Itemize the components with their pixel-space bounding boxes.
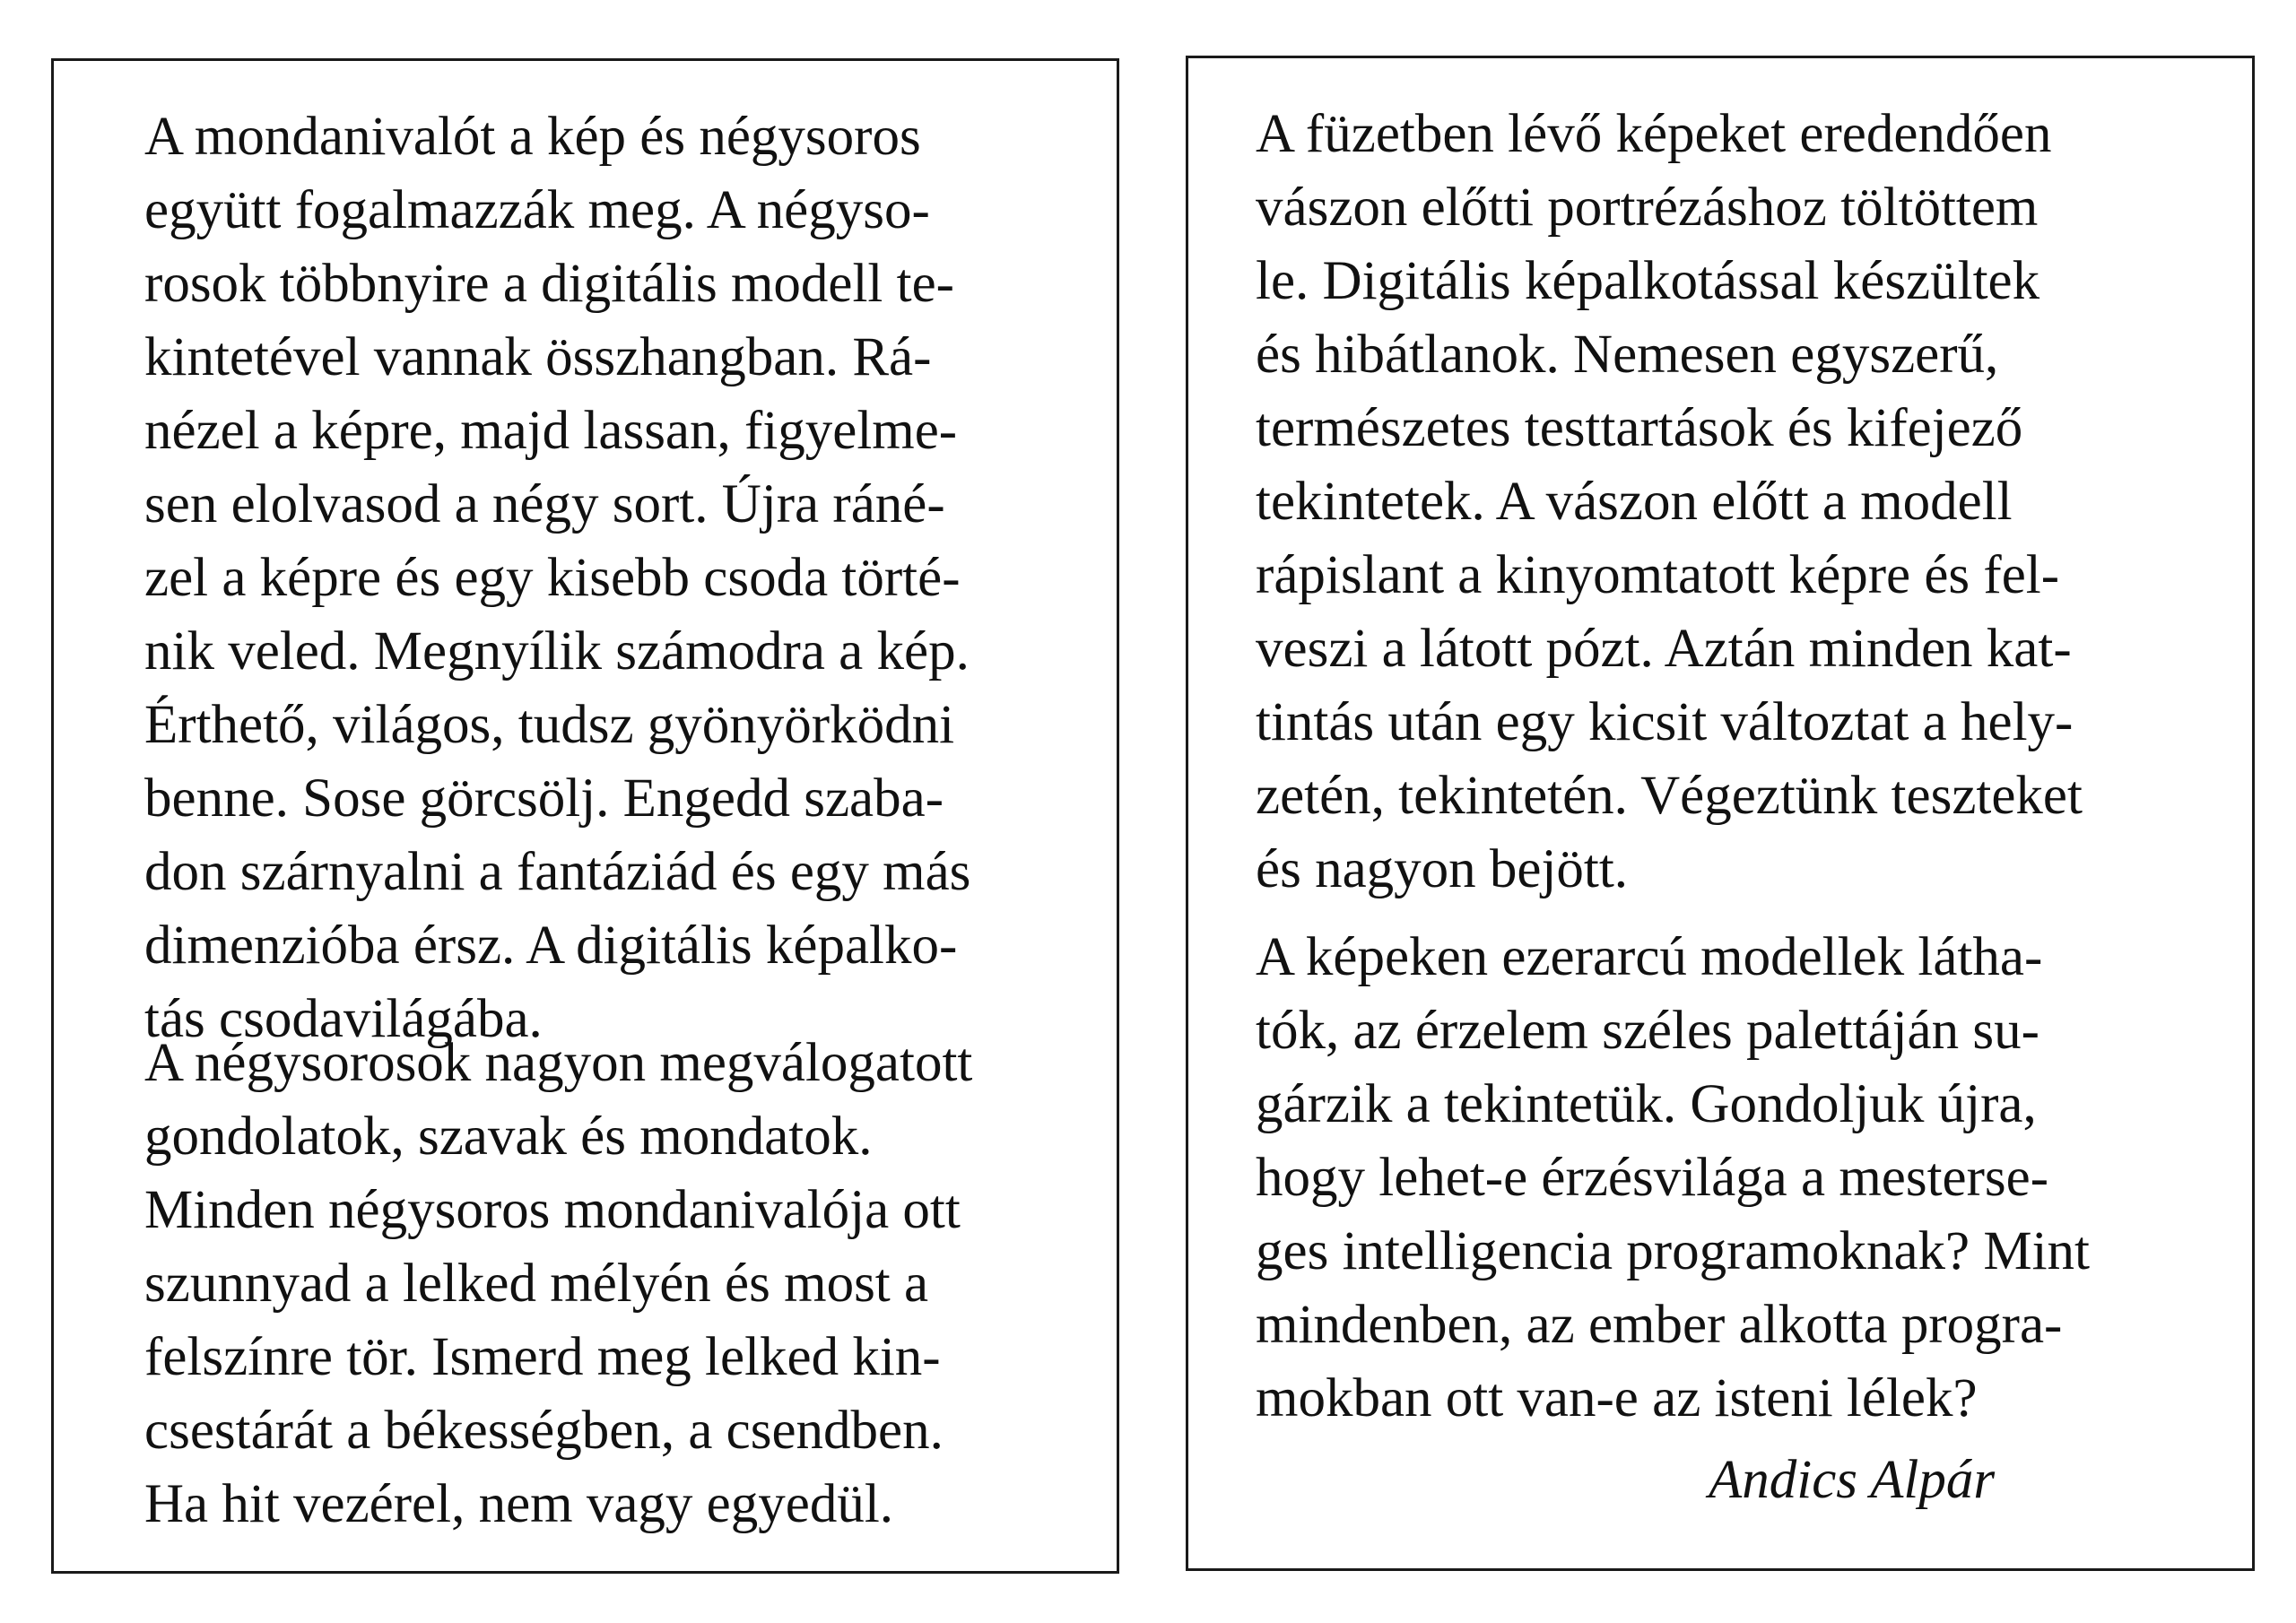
- text-line: Ha hit vezérel, nem vagy egyedül.: [144, 1474, 894, 1534]
- text-line: tás csodavilágába.: [144, 989, 543, 1049]
- text-line: A képeken ezerarcú modellek látha-: [1256, 927, 2043, 987]
- text-line: veszi a látott pózt. Aztán minden kat-: [1256, 619, 2072, 679]
- text-line: kintetével vannak összhangban. Rá-: [144, 327, 932, 387]
- text-line: Minden négysoros mondanivalója ott: [144, 1180, 961, 1240]
- text-line: és hibátlanok. Nemesen egyszerű,: [1256, 325, 1999, 385]
- text-line: zel a képre és egy kisebb csoda törté-: [144, 548, 961, 608]
- text-line: le. Digitális képalkotással készültek: [1256, 251, 2040, 311]
- text-line: Érthető, világos, tudsz gyönyörködni: [144, 695, 955, 755]
- text-line: rápislant a kinyomtatott képre és fel-: [1256, 545, 2060, 605]
- text-line: felszínre tör. Ismerd meg lelked kin-: [144, 1327, 941, 1387]
- text-line: és nagyon bejött.: [1256, 839, 1629, 899]
- text-line: gondolatok, szavak és mondatok.: [144, 1107, 873, 1167]
- text-line: gárzik a tekintetük. Gondoljuk újra,: [1256, 1074, 2037, 1134]
- text-line: tók, az érzelem széles palettáján su-: [1256, 1001, 2039, 1061]
- author-signature: Andics Alpár: [1709, 1450, 1996, 1510]
- text-line: benne. Sose görcsölj. Engedd szaba-: [144, 768, 944, 829]
- left-paragraph-1: [144, 100, 970, 1056]
- text-line: rosok többnyire a digitális modell te-: [144, 254, 954, 314]
- text-line: don szárnyalni a fantáziád és egy más: [144, 842, 971, 902]
- text-line: sen elolvasod a négy sort. Újra ráné-: [144, 474, 945, 534]
- text-line: tintás után egy kicsit változtat a hely-: [1256, 692, 2074, 752]
- text-line: dimenzióba érsz. A digitális képalko-: [144, 916, 958, 976]
- text-line: A füzetben lévő képeket eredendően: [1256, 104, 2052, 164]
- text-line: vászon előtti portrézáshoz töltöttem: [1256, 178, 2039, 238]
- right-page: [1186, 56, 2255, 1571]
- text-line: ges intelligencia programoknak? Mint: [1256, 1221, 2090, 1281]
- text-line: mokban ott van-e az isteni lélek?: [1256, 1368, 1978, 1428]
- left-page: [51, 58, 1119, 1574]
- text-line: tekintetek. A vászon előtt a modell: [1256, 472, 2013, 532]
- right-paragraph-2: [1256, 921, 2090, 1436]
- text-line: természetes testtartások és kifejező: [1256, 398, 2023, 458]
- text-line: A mondanivalót a kép és négysoros: [144, 107, 921, 167]
- text-line: nézel a képre, majd lassan, figyelme-: [144, 401, 958, 461]
- text-line: hogy lehet-e érzésvilága a mesterse-: [1256, 1148, 2049, 1208]
- text-line: nik veled. Megnyílik számodra a kép.: [144, 621, 970, 681]
- text-line: A négysorosok nagyon megválogatott: [144, 1033, 973, 1093]
- text-line: együtt fogalmazzák meg. A négyso-: [144, 180, 930, 240]
- text-line: zetén, tekintetén. Végeztünk teszteket: [1256, 766, 2083, 826]
- text-line: szunnyad a lelked mélyén és most a: [144, 1254, 929, 1314]
- text-line: mindenben, az ember alkotta progra-: [1256, 1295, 2063, 1355]
- text-line: csestárát a békességben, a csendben.: [144, 1401, 944, 1461]
- right-paragraph-1: [1256, 98, 2083, 907]
- left-paragraph-2: [144, 1027, 972, 1541]
